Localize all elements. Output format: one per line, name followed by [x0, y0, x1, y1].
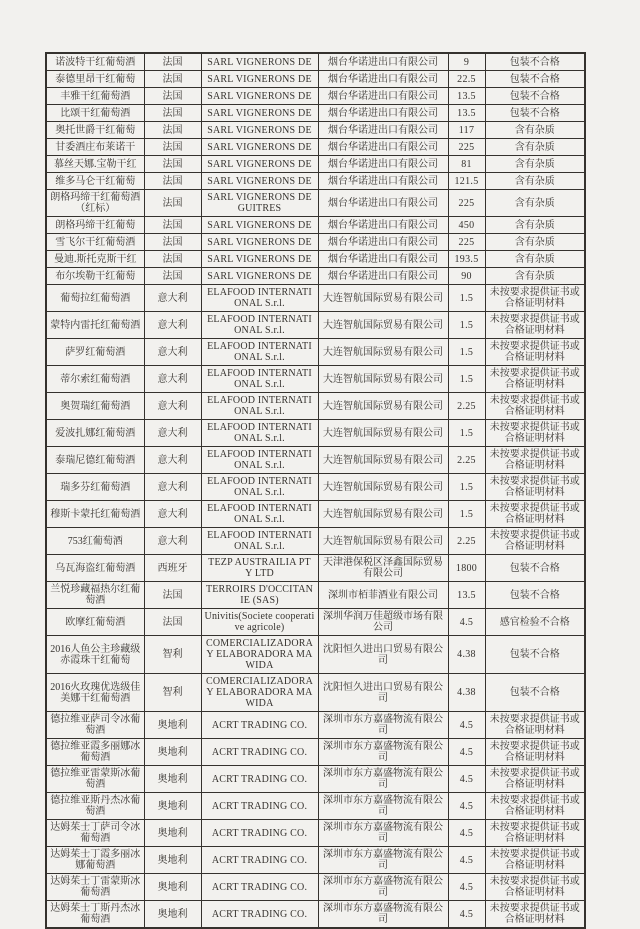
- cell-reason: 包装不合格: [485, 555, 585, 582]
- cell-reason: 含有杂质: [485, 251, 585, 268]
- cell-reason: 含有杂质: [485, 217, 585, 234]
- cell-quantity: 225: [448, 139, 485, 156]
- cell-product: 2016人鱼公主珍藏级赤霞珠干红葡萄: [46, 636, 144, 674]
- cell-manufacturer: SARL VIGNERONS DE: [201, 53, 318, 71]
- cell-product: 比颂干红葡萄酒: [46, 105, 144, 122]
- table-row: [46, 339, 585, 366]
- cell-quantity: 90: [448, 268, 485, 285]
- cell-reason: 未按要求提供证书或合格证明材料: [485, 501, 585, 528]
- table-row: [46, 793, 585, 820]
- cell-reason: 未按要求提供证书或合格证明材料: [485, 766, 585, 793]
- cell-product: 朗格玛缔干红葡萄酒（红标）: [46, 190, 144, 217]
- cell-country: 奥地利: [144, 901, 201, 929]
- cell-quantity: 13.5: [448, 88, 485, 105]
- cell-reason: 未按要求提供证书或合格证明材料: [485, 366, 585, 393]
- cell-importer: 烟台华诺进出口有限公司: [318, 88, 448, 105]
- cell-country: 意大利: [144, 501, 201, 528]
- table-row: [46, 609, 585, 636]
- cell-quantity: 4.5: [448, 847, 485, 874]
- cell-manufacturer: ACRT TRADING CO.: [201, 766, 318, 793]
- cell-quantity: 4.5: [448, 793, 485, 820]
- cell-manufacturer: SARL VIGNERONS DE: [201, 156, 318, 173]
- cell-reason: 含有杂质: [485, 268, 585, 285]
- cell-importer: 深圳市东方嘉盛物流有限公司: [318, 739, 448, 766]
- cell-country: 意大利: [144, 393, 201, 420]
- table-row: [46, 122, 585, 139]
- cell-manufacturer: SARL VIGNERONS DE: [201, 88, 318, 105]
- cell-product: 布尔埃勒干红葡萄: [46, 268, 144, 285]
- cell-quantity: 4.38: [448, 636, 485, 674]
- table-row: [46, 847, 585, 874]
- cell-country: 法国: [144, 88, 201, 105]
- table-row: [46, 285, 585, 312]
- cell-reason: 含有杂质: [485, 190, 585, 217]
- cell-reason: 含有杂质: [485, 122, 585, 139]
- table-row: [46, 53, 585, 71]
- cell-manufacturer: ELAFOOD INTERNATIONAL S.r.l.: [201, 420, 318, 447]
- cell-manufacturer: ELAFOOD INTERNATIONAL S.r.l.: [201, 393, 318, 420]
- cell-importer: 深圳市栢菲酒业有限公司: [318, 582, 448, 609]
- cell-reason: 包装不合格: [485, 582, 585, 609]
- cell-quantity: 2.25: [448, 447, 485, 474]
- cell-importer: 大连智航国际贸易有限公司: [318, 447, 448, 474]
- cell-country: 意大利: [144, 447, 201, 474]
- cell-country: 法国: [144, 582, 201, 609]
- cell-importer: 烟台华诺进出口有限公司: [318, 251, 448, 268]
- cell-reason: 未按要求提供证书或合格证明材料: [485, 393, 585, 420]
- table-row: [46, 674, 585, 712]
- cell-importer: 烟台华诺进出口有限公司: [318, 173, 448, 190]
- cell-quantity: 193.5: [448, 251, 485, 268]
- cell-product: 诺波特干红葡萄酒: [46, 53, 144, 71]
- cell-quantity: 4.5: [448, 766, 485, 793]
- cell-product: 瑞多芬红葡萄酒: [46, 474, 144, 501]
- cell-importer: 烟台华诺进出口有限公司: [318, 122, 448, 139]
- table-row: [46, 501, 585, 528]
- cell-reason: 含有杂质: [485, 156, 585, 173]
- table-row: [46, 393, 585, 420]
- cell-quantity: 1.5: [448, 285, 485, 312]
- cell-product: 泰瑞尼德红葡萄酒: [46, 447, 144, 474]
- cell-country: 法国: [144, 139, 201, 156]
- table-row: [46, 251, 585, 268]
- cell-product: 德拉维亚雷蒙斯冰葡萄酒: [46, 766, 144, 793]
- cell-product: 乌瓦海盗红葡萄酒: [46, 555, 144, 582]
- table-row: [46, 766, 585, 793]
- cell-reason: 感官检验不合格: [485, 609, 585, 636]
- cell-product: 蒂尔索红葡萄酒: [46, 366, 144, 393]
- table-row: [46, 712, 585, 739]
- cell-country: 奥地利: [144, 874, 201, 901]
- cell-reason: 包装不合格: [485, 636, 585, 674]
- cell-reason: 含有杂质: [485, 139, 585, 156]
- cell-quantity: 9: [448, 53, 485, 71]
- cell-manufacturer: ACRT TRADING CO.: [201, 820, 318, 847]
- cell-country: 法国: [144, 71, 201, 88]
- cell-manufacturer: SARL VIGNERONS DE: [201, 122, 318, 139]
- cell-importer: 深圳华润万佳超级市场有限公司: [318, 609, 448, 636]
- cell-manufacturer: SARL VIGNERONS DE: [201, 139, 318, 156]
- cell-reason: 未按要求提供证书或合格证明材料: [485, 847, 585, 874]
- cell-reason: 包装不合格: [485, 71, 585, 88]
- cell-quantity: 4.5: [448, 820, 485, 847]
- cell-product: 奥贺瑞红葡萄酒: [46, 393, 144, 420]
- cell-quantity: 1.5: [448, 420, 485, 447]
- cell-country: 法国: [144, 122, 201, 139]
- cell-product: 葡萄拉红葡萄酒: [46, 285, 144, 312]
- cell-reason: 未按要求提供证书或合格证明材料: [485, 528, 585, 555]
- cell-importer: 烟台华诺进出口有限公司: [318, 71, 448, 88]
- cell-country: 法国: [144, 217, 201, 234]
- cell-product: 慕丝天娜.宝勒干红: [46, 156, 144, 173]
- cell-country: 意大利: [144, 420, 201, 447]
- cell-quantity: 1.5: [448, 366, 485, 393]
- cell-manufacturer: Univitis(Societe cooperative agricole): [201, 609, 318, 636]
- cell-product: 蒙特内雷托红葡萄酒: [46, 312, 144, 339]
- cell-product: 甘委酒庄布莱诺干: [46, 139, 144, 156]
- cell-manufacturer: ACRT TRADING CO.: [201, 739, 318, 766]
- cell-manufacturer: ELAFOOD INTERNATIONAL S.r.l.: [201, 528, 318, 555]
- table-row: [46, 88, 585, 105]
- table-row: [46, 190, 585, 217]
- cell-importer: 深圳市东方嘉盛物流有限公司: [318, 793, 448, 820]
- cell-reason: 未按要求提供证书或合格证明材料: [485, 447, 585, 474]
- cell-reason: 包装不合格: [485, 53, 585, 71]
- table-row: [46, 312, 585, 339]
- cell-manufacturer: ACRT TRADING CO.: [201, 793, 318, 820]
- cell-importer: 沈阳恒久进出口贸易有限公司: [318, 636, 448, 674]
- cell-country: 意大利: [144, 312, 201, 339]
- table-body: [46, 53, 585, 928]
- cell-manufacturer: ACRT TRADING CO.: [201, 847, 318, 874]
- cell-importer: 烟台华诺进出口有限公司: [318, 268, 448, 285]
- cell-quantity: 2.25: [448, 393, 485, 420]
- cell-quantity: 13.5: [448, 105, 485, 122]
- cell-country: 法国: [144, 234, 201, 251]
- cell-reason: 未按要求提供证书或合格证明材料: [485, 793, 585, 820]
- table-row: [46, 447, 585, 474]
- cell-manufacturer: ELAFOOD INTERNATIONAL S.r.l.: [201, 501, 318, 528]
- cell-quantity: 4.5: [448, 609, 485, 636]
- cell-product: 2016火玫瑰优选级佳美娜干红葡萄酒: [46, 674, 144, 712]
- table-row: [46, 366, 585, 393]
- cell-quantity: 2.25: [448, 528, 485, 555]
- cell-manufacturer: SARL VIGNERONS DE: [201, 173, 318, 190]
- table-row: [46, 874, 585, 901]
- cell-product: 欧摩红葡萄酒: [46, 609, 144, 636]
- cell-country: 智利: [144, 674, 201, 712]
- cell-product: 萨罗红葡萄酒: [46, 339, 144, 366]
- cell-importer: 大连智航国际贸易有限公司: [318, 501, 448, 528]
- cell-product: 德拉维亚斯丹杰冰葡萄酒: [46, 793, 144, 820]
- cell-product: 泰德里昂干红葡萄: [46, 71, 144, 88]
- table-row: [46, 420, 585, 447]
- cell-product: 穆斯卡蒙托红葡萄酒: [46, 501, 144, 528]
- cell-reason: 未按要求提供证书或合格证明材料: [485, 339, 585, 366]
- cell-importer: 沈阳恒久进出口贸易有限公司: [318, 674, 448, 712]
- cell-importer: 大连智航国际贸易有限公司: [318, 339, 448, 366]
- cell-country: 智利: [144, 636, 201, 674]
- cell-reason: 未按要求提供证书或合格证明材料: [485, 901, 585, 929]
- cell-quantity: 1.5: [448, 312, 485, 339]
- cell-importer: 烟台华诺进出口有限公司: [318, 105, 448, 122]
- cell-manufacturer: ELAFOOD INTERNATIONAL S.r.l.: [201, 474, 318, 501]
- table-row: [46, 71, 585, 88]
- table-row: [46, 105, 585, 122]
- cell-manufacturer: COMERCIALIZADORA Y ELABORADORA MAWIDA: [201, 636, 318, 674]
- cell-product: 达姆茱士丁雷蒙斯冰葡萄酒: [46, 874, 144, 901]
- cell-product: 爱波扎娜红葡萄酒: [46, 420, 144, 447]
- cell-quantity: 1.5: [448, 501, 485, 528]
- cell-quantity: 13.5: [448, 582, 485, 609]
- cell-country: 奥地利: [144, 820, 201, 847]
- cell-importer: 大连智航国际贸易有限公司: [318, 312, 448, 339]
- cell-importer: 深圳市东方嘉盛物流有限公司: [318, 766, 448, 793]
- cell-manufacturer: SARL VIGNERONS DE GUITRES: [201, 190, 318, 217]
- cell-importer: 大连智航国际贸易有限公司: [318, 285, 448, 312]
- cell-manufacturer: ACRT TRADING CO.: [201, 712, 318, 739]
- cell-manufacturer: ACRT TRADING CO.: [201, 901, 318, 929]
- cell-country: 法国: [144, 609, 201, 636]
- cell-country: 法国: [144, 251, 201, 268]
- cell-product: 丰雅干红葡萄酒: [46, 88, 144, 105]
- cell-product: 达姆茱士丁萨司令冰葡萄酒: [46, 820, 144, 847]
- table-row: [46, 156, 585, 173]
- cell-country: 西班牙: [144, 555, 201, 582]
- cell-country: 意大利: [144, 474, 201, 501]
- cell-product: 朗格玛缔干红葡萄: [46, 217, 144, 234]
- cell-manufacturer: ELAFOOD INTERNATIONAL S.r.l.: [201, 312, 318, 339]
- cell-reason: 未按要求提供证书或合格证明材料: [485, 712, 585, 739]
- cell-quantity: 450: [448, 217, 485, 234]
- cell-country: 法国: [144, 190, 201, 217]
- cell-manufacturer: TEZP AUSTRAILIA PTY LTD: [201, 555, 318, 582]
- table-row: [46, 474, 585, 501]
- cell-quantity: 81: [448, 156, 485, 173]
- cell-quantity: 22.5: [448, 71, 485, 88]
- cell-country: 法国: [144, 53, 201, 71]
- cell-importer: 天津港保税区泽鑫国际贸易有限公司: [318, 555, 448, 582]
- cell-manufacturer: ELAFOOD INTERNATIONAL S.r.l.: [201, 447, 318, 474]
- table-row: [46, 173, 585, 190]
- cell-manufacturer: ELAFOOD INTERNATIONAL S.r.l.: [201, 366, 318, 393]
- cell-product: 德拉维亚霞多丽娜冰葡萄酒: [46, 739, 144, 766]
- cell-country: 法国: [144, 268, 201, 285]
- cell-importer: 烟台华诺进出口有限公司: [318, 234, 448, 251]
- cell-reason: 含有杂质: [485, 234, 585, 251]
- cell-country: 意大利: [144, 339, 201, 366]
- cell-reason: 未按要求提供证书或合格证明材料: [485, 285, 585, 312]
- cell-country: 意大利: [144, 366, 201, 393]
- table-row: [46, 901, 585, 929]
- cell-importer: 深圳市东方嘉盛物流有限公司: [318, 847, 448, 874]
- cell-reason: 包装不合格: [485, 674, 585, 712]
- cell-country: 意大利: [144, 528, 201, 555]
- cell-quantity: 121.5: [448, 173, 485, 190]
- cell-country: 奥地利: [144, 739, 201, 766]
- cell-importer: 深圳市东方嘉盛物流有限公司: [318, 712, 448, 739]
- cell-quantity: 1800: [448, 555, 485, 582]
- cell-importer: 大连智航国际贸易有限公司: [318, 528, 448, 555]
- cell-product: 达姆茱士丁斯丹杰冰葡萄酒: [46, 901, 144, 929]
- table-row: [46, 217, 585, 234]
- cell-reason: 未按要求提供证书或合格证明材料: [485, 874, 585, 901]
- cell-product: 达姆茱士丁霞多丽冰娜葡萄酒: [46, 847, 144, 874]
- cell-product: 德拉维亚萨司令冰葡萄酒: [46, 712, 144, 739]
- cell-reason: 未按要求提供证书或合格证明材料: [485, 739, 585, 766]
- table-row: [46, 555, 585, 582]
- cell-quantity: 225: [448, 234, 485, 251]
- table-row: [46, 268, 585, 285]
- cell-quantity: 4.5: [448, 901, 485, 929]
- cell-importer: 烟台华诺进出口有限公司: [318, 190, 448, 217]
- cell-importer: 深圳市东方嘉盛物流有限公司: [318, 820, 448, 847]
- import-rejection-table: [45, 52, 586, 929]
- cell-manufacturer: ELAFOOD INTERNATIONAL S.r.l.: [201, 339, 318, 366]
- cell-reason: 含有杂质: [485, 173, 585, 190]
- cell-manufacturer: ACRT TRADING CO.: [201, 874, 318, 901]
- cell-reason: 未按要求提供证书或合格证明材料: [485, 474, 585, 501]
- cell-quantity: 117: [448, 122, 485, 139]
- cell-reason: 未按要求提供证书或合格证明材料: [485, 312, 585, 339]
- cell-manufacturer: SARL VIGNERONS DE: [201, 71, 318, 88]
- cell-product: 兰悦珍藏福热尔红葡萄酒: [46, 582, 144, 609]
- cell-reason: 未按要求提供证书或合格证明材料: [485, 820, 585, 847]
- cell-country: 法国: [144, 156, 201, 173]
- cell-quantity: 1.5: [448, 339, 485, 366]
- cell-reason: 未按要求提供证书或合格证明材料: [485, 420, 585, 447]
- cell-reason: 包装不合格: [485, 88, 585, 105]
- cell-manufacturer: SARL VIGNERONS DE: [201, 105, 318, 122]
- cell-manufacturer: SARL VIGNERONS DE: [201, 268, 318, 285]
- cell-country: 法国: [144, 105, 201, 122]
- cell-importer: 大连智航国际贸易有限公司: [318, 420, 448, 447]
- cell-importer: 烟台华诺进出口有限公司: [318, 217, 448, 234]
- cell-product: 753红葡萄酒: [46, 528, 144, 555]
- table-row: [46, 820, 585, 847]
- cell-reason: 包装不合格: [485, 105, 585, 122]
- cell-quantity: 4.38: [448, 674, 485, 712]
- table-row: [46, 739, 585, 766]
- cell-country: 奥地利: [144, 793, 201, 820]
- table-row: [46, 528, 585, 555]
- cell-product: 雪飞尔干红葡萄酒: [46, 234, 144, 251]
- cell-importer: 烟台华诺进出口有限公司: [318, 156, 448, 173]
- cell-manufacturer: SARL VIGNERONS DE: [201, 217, 318, 234]
- cell-importer: 大连智航国际贸易有限公司: [318, 366, 448, 393]
- cell-manufacturer: SARL VIGNERONS DE: [201, 234, 318, 251]
- table-row: [46, 139, 585, 156]
- cell-quantity: 4.5: [448, 712, 485, 739]
- cell-importer: 大连智航国际贸易有限公司: [318, 393, 448, 420]
- cell-importer: 深圳市东方嘉盛物流有限公司: [318, 874, 448, 901]
- cell-product: 曼迪.斯托克斯干红: [46, 251, 144, 268]
- cell-quantity: 4.5: [448, 874, 485, 901]
- cell-importer: 烟台华诺进出口有限公司: [318, 139, 448, 156]
- cell-country: 奥地利: [144, 712, 201, 739]
- cell-quantity: 4.5: [448, 739, 485, 766]
- cell-country: 奥地利: [144, 766, 201, 793]
- cell-manufacturer: COMERCIALIZADORA Y ELABORADORA MAWIDA: [201, 674, 318, 712]
- cell-country: 奥地利: [144, 847, 201, 874]
- cell-product: 奥托世爵干红葡萄: [46, 122, 144, 139]
- cell-manufacturer: TERROIRS D'OCCITANIE (SAS): [201, 582, 318, 609]
- table-row: [46, 234, 585, 251]
- cell-country: 法国: [144, 173, 201, 190]
- cell-country: 意大利: [144, 285, 201, 312]
- cell-importer: 烟台华诺进出口有限公司: [318, 53, 448, 71]
- cell-quantity: 1.5: [448, 474, 485, 501]
- cell-importer: 深圳市东方嘉盛物流有限公司: [318, 901, 448, 929]
- cell-manufacturer: SARL VIGNERONS DE: [201, 251, 318, 268]
- cell-manufacturer: ELAFOOD INTERNATIONAL S.r.l.: [201, 285, 318, 312]
- cell-importer: 大连智航国际贸易有限公司: [318, 474, 448, 501]
- cell-product: 维多马仑干红葡萄: [46, 173, 144, 190]
- cell-quantity: 225: [448, 190, 485, 217]
- table-row: [46, 636, 585, 674]
- table-row: [46, 582, 585, 609]
